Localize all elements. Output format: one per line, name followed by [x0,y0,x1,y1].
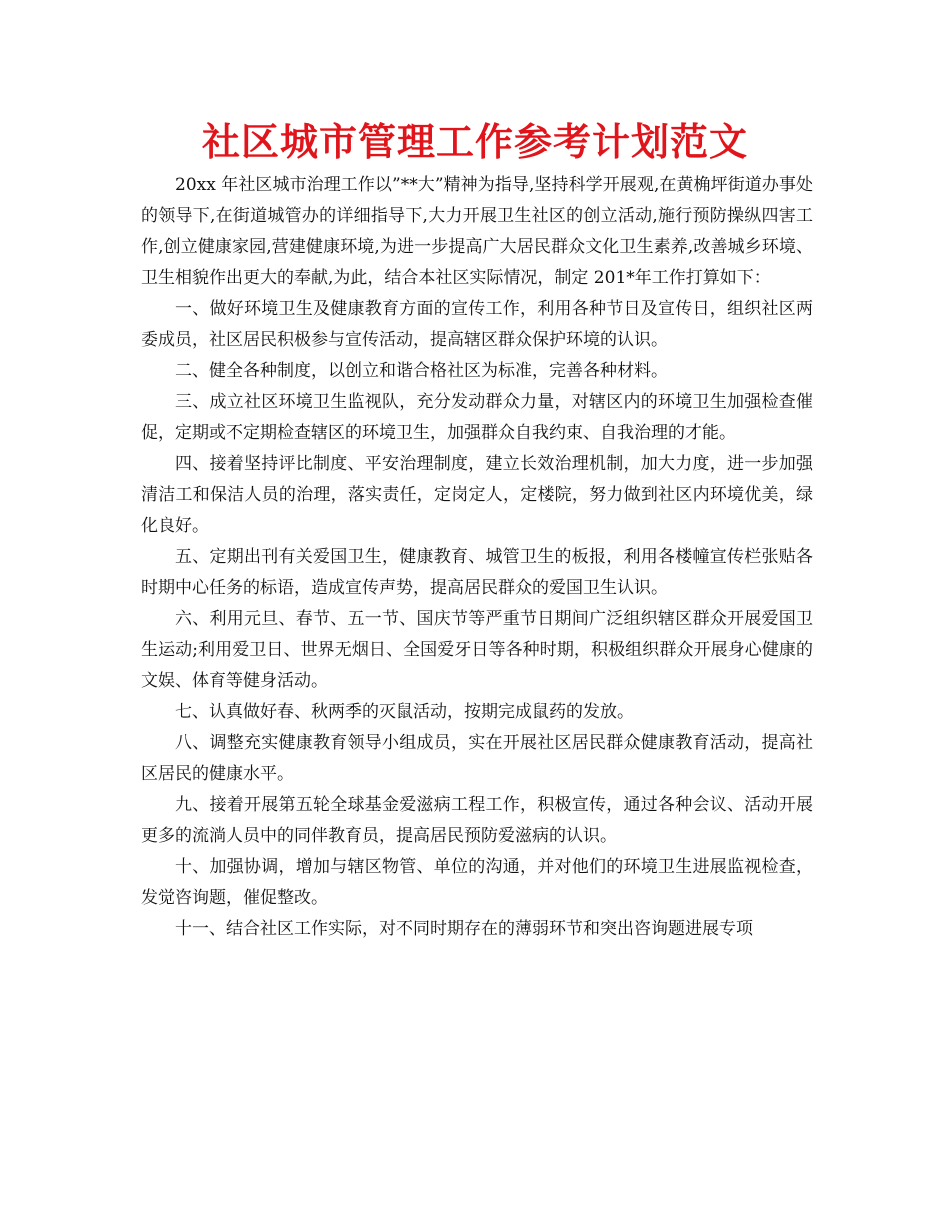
paragraph-item-6: 六、利用元旦、春节、五一节、国庆节等严重节日期间广泛组织辖区群众开展爱国卫生运动;利用爱卫日、世界无烟日、全国爱牙日等各种时期，积极组织群众开展身心健康的文娱、体育等健身活动。 [141,609,813,691]
paragraph-item-2: 二、健全各种制度，以创立和谐合格社区为标准，完善各种材料。 [175,361,668,381]
paragraph-item-1: 一、做好环境卫生及健康教育方面的宣传工作，利用各种节日及宣传日，组织社区两委成员，社区居民积极参与宣传活动，提高辖区群众保护环境的认识。 [141,299,813,350]
paragraph-item-4: 四、接着坚持评比制度、平安治理制度，建立长效治理机制，加大力度，进一步加强清洁工和保洁人员的治理，落实责任，定岗定人，定楼院，努力做到社区内环境优美，绿化良好。 [141,454,813,536]
paragraph-item-8: 八、调整充实健康教育领导小组成员，实在开展社区居民群众健康教育活动，提高社区居民的健康水平。 [141,733,813,784]
paragraph-item-3: 三、成立社区环境卫生监视队，充分发动群众力量，对辖区内的环境卫生加强检查催促，定期或不定期检查辖区的环境卫生，加强群众自我约束、自我治理的才能。 [141,392,813,443]
paragraph-intro: 20xx 年社区城市治理工作以”**大”精神为指导,坚持科学开展观,在黄桷坪街道办事处的领导下,在街道城管办的详细指导下,大力开展卫生社区的创立活动,施行预防操纵四害工作,创立健康家园,营建健康环境,为进一步提高广大居民群众文化卫生素养,改善城乡环境、卫生相貌作出更大的奉献,为此，结合本社区实际情况，制定 201*年工作打算如下： [141,175,813,288]
paragraph-item-10: 十、加强协调，增加与辖区物管、单位的沟通，并对他们的环境卫生进展监视检查，发觉咨询题，催促整改。 [141,857,813,908]
document-body [141,170,813,945]
paragraph-item-11: 十一、结合社区工作实际，对不同时期存在的薄弱环节和突出咨询题进展专项 [175,919,753,939]
paragraph-item-5: 五、定期出刊有关爱国卫生，健康教育、城管卫生的板报，利用各楼幢宣传栏张贴各时期中心任务的标语，造成宣传声势，提高居民群众的爱国卫生认识。 [141,547,813,598]
paragraph-item-9: 九、接着开展第五轮全球基金爱滋病工程工作，积极宣传，通过各种会议、活动开展更多的流淌人员中的同伴教育员，提高居民预防爱滋病的认识。 [141,795,813,846]
paragraph-item-7: 七、认真做好春、秋两季的灭鼠活动，按期完成鼠药的发放。 [175,702,634,722]
document-title: 社区城市管理工作参考计划范文 [201,119,748,164]
